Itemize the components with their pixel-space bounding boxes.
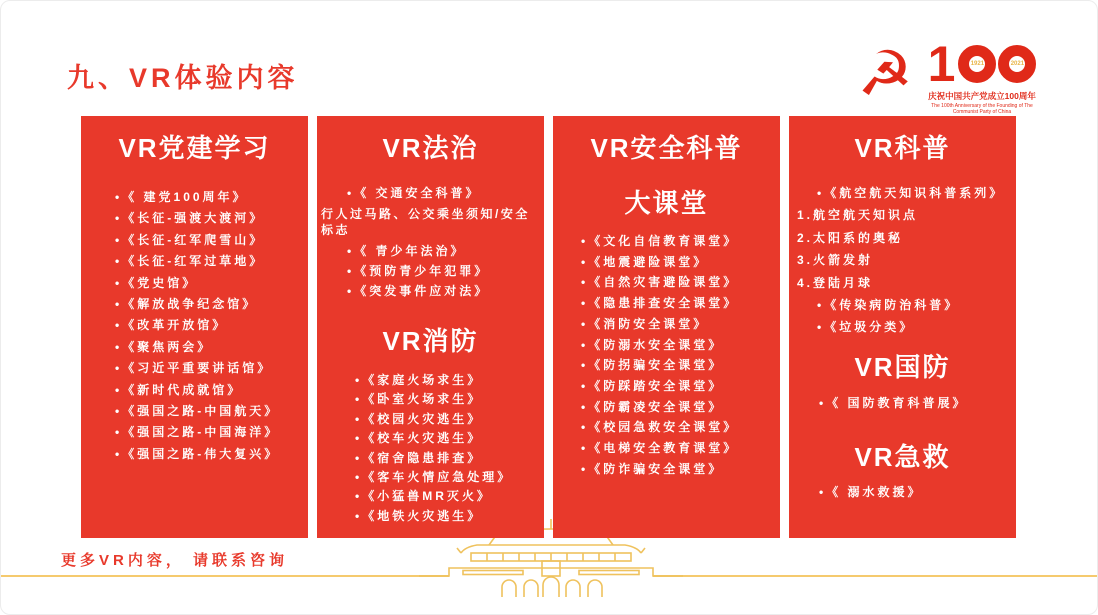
list-item xyxy=(317,429,544,448)
list-item xyxy=(553,459,780,480)
list-item xyxy=(81,315,308,336)
bullet-icon: • xyxy=(347,186,355,200)
list-item xyxy=(317,183,544,203)
bullet-icon: • xyxy=(347,264,355,278)
item-text: 《 国防教育科普展》 xyxy=(826,395,968,410)
item-text: 《强国之路-中国航天》 xyxy=(122,404,280,419)
bullet-icon: • xyxy=(355,431,363,446)
anniversary-100-digits xyxy=(927,36,1037,92)
item-text: 《 青少年法治》 xyxy=(354,244,466,258)
bullet-icon: • xyxy=(115,446,123,461)
list-item xyxy=(553,376,780,397)
list-item xyxy=(789,393,1016,413)
list-item xyxy=(81,208,308,229)
bullet-icon: • xyxy=(115,297,123,312)
list-item xyxy=(553,272,780,293)
list-item xyxy=(81,380,308,401)
gold-divider-right xyxy=(653,575,1097,577)
list-item xyxy=(317,449,544,468)
item-text: 《消防安全课堂》 xyxy=(588,316,709,331)
item-text: 《垃圾分类》 xyxy=(824,320,915,335)
item-text: 《新时代成就馆》 xyxy=(122,382,243,397)
item-text: 《防霸凌安全课堂》 xyxy=(588,399,724,414)
page-title: 九、VR体验内容 xyxy=(67,63,299,93)
item-text: 《强国之路-伟大复兴》 xyxy=(122,446,280,461)
list-item xyxy=(317,468,544,487)
party-emblem-icon: ☭ xyxy=(857,37,913,110)
item-text: 《防拐骗安全课堂》 xyxy=(588,358,724,373)
bullet-icon: • xyxy=(817,298,825,313)
list-item xyxy=(81,337,308,358)
panel-columns xyxy=(81,116,1016,538)
item-text: 《预防青少年犯罪》 xyxy=(354,264,490,278)
panel-subtitle: VR消防 xyxy=(382,326,479,356)
list-item xyxy=(317,390,544,409)
item-text: 2.太阳系的奥秘 xyxy=(797,230,904,245)
item-text: 《解放战争纪念馆》 xyxy=(122,297,258,312)
bullet-icon: • xyxy=(115,361,123,376)
list-item xyxy=(81,273,308,294)
panel-law xyxy=(317,116,544,538)
item-text: 《卧室火场求生》 xyxy=(362,392,483,407)
anniversary-100-mark xyxy=(923,36,1041,115)
item-list xyxy=(317,371,544,526)
footer-note: 更多VR内容， 请联系咨询 xyxy=(61,552,289,569)
bullet-icon: • xyxy=(817,320,825,335)
item-list xyxy=(317,183,544,301)
bullet-icon: • xyxy=(115,318,123,333)
bullet-icon: • xyxy=(115,211,123,226)
item-text: 《宿舍隐患排查》 xyxy=(362,450,483,465)
item-text: 《聚焦两会》 xyxy=(122,339,213,354)
item-list xyxy=(553,231,780,479)
panel-safety-classroom xyxy=(553,116,780,538)
bullet-icon: • xyxy=(115,382,123,397)
item-text: 《校园急救安全课堂》 xyxy=(588,420,739,435)
item-text: 《家庭火场求生》 xyxy=(362,373,483,387)
item-text: 《地震避险课堂》 xyxy=(588,254,709,269)
list-item xyxy=(789,249,1016,271)
item-text: 《党史馆》 xyxy=(122,275,198,290)
list-item xyxy=(81,358,308,379)
panel-title: VR法治 xyxy=(382,133,479,163)
item-text: 行人过马路、公交乘坐须知/安全标志 xyxy=(321,207,530,237)
bullet-icon: • xyxy=(817,186,825,200)
bullet-icon: • xyxy=(115,190,123,204)
panel-title: VR安全科普 xyxy=(590,133,743,163)
item-text: 1.航空航天知识点 xyxy=(797,208,919,223)
bullet-icon: • xyxy=(115,275,123,290)
bullet-icon: • xyxy=(819,484,827,499)
year-ring-2021: 2021 xyxy=(998,45,1036,83)
panel-subtitle: VR急救 xyxy=(854,441,951,472)
item-text: 《传染病防治科普》 xyxy=(824,298,960,313)
anniversary-logo xyxy=(857,36,1041,115)
list-item xyxy=(553,355,780,376)
item-text: 《长征-红军过草地》 xyxy=(122,254,265,269)
list-item xyxy=(317,410,544,429)
bullet-icon: • xyxy=(581,296,589,311)
item-text: 《小猛兽MR灭火》 xyxy=(362,489,492,504)
bullet-icon: • xyxy=(581,275,589,290)
item-list xyxy=(789,393,1016,413)
anniversary-caption-cn: 庆祝中国共产党成立100周年 xyxy=(928,91,1036,101)
bullet-icon: • xyxy=(355,489,363,504)
list-item xyxy=(317,261,544,281)
list-item xyxy=(81,444,308,465)
list-item xyxy=(553,438,780,459)
bullet-icon: • xyxy=(115,339,123,354)
item-list xyxy=(81,187,308,465)
item-text: 《客车火情应急处理》 xyxy=(362,470,513,485)
digit-one: 1 xyxy=(927,36,956,92)
bullet-icon: • xyxy=(581,420,589,435)
bullet-icon: • xyxy=(115,404,123,419)
item-text: 《航空航天知识科普系列》 xyxy=(824,186,1005,200)
list-item xyxy=(317,241,544,261)
item-text: 《防踩踏安全课堂》 xyxy=(588,378,724,393)
bullet-icon: • xyxy=(355,373,363,387)
bullet-icon: • xyxy=(355,508,363,523)
list-item xyxy=(81,230,308,251)
list-item xyxy=(81,294,308,315)
item-list xyxy=(789,182,1016,339)
list-item xyxy=(81,401,308,422)
item-text: 《校园火灾逃生》 xyxy=(362,411,483,426)
bullet-icon: • xyxy=(581,399,589,414)
item-text: 《电梯安全教育课堂》 xyxy=(588,441,739,456)
list-item xyxy=(553,293,780,314)
list-item xyxy=(553,397,780,418)
item-text: 《校车火灾逃生》 xyxy=(362,431,483,446)
list-item xyxy=(81,187,308,208)
bullet-icon: • xyxy=(355,392,363,407)
item-text: 《 溺水救援》 xyxy=(826,484,923,499)
bullet-icon: • xyxy=(581,441,589,456)
item-text: 《改革开放馆》 xyxy=(122,318,228,333)
list-item xyxy=(81,422,308,443)
list-item xyxy=(317,371,544,390)
panel-title-line2: 大课堂 xyxy=(624,188,709,218)
list-item xyxy=(789,272,1016,294)
list-item xyxy=(789,316,1016,338)
item-text: 《 建党100周年》 xyxy=(122,190,248,204)
bullet-icon: • xyxy=(115,232,123,247)
bullet-icon: • xyxy=(115,254,123,269)
list-item xyxy=(789,227,1016,249)
bullet-icon: • xyxy=(355,450,363,465)
panel-title: VR党建学习 xyxy=(118,133,271,163)
bullet-icon: • xyxy=(581,461,589,476)
list-item xyxy=(553,252,780,273)
bullet-icon: • xyxy=(581,337,589,352)
list-item xyxy=(789,204,1016,226)
panel-science xyxy=(789,116,1016,538)
bullet-icon: • xyxy=(581,358,589,373)
list-item xyxy=(317,203,544,241)
bullet-icon: • xyxy=(581,234,589,248)
list-item xyxy=(317,487,544,506)
gold-divider-left xyxy=(1,575,449,577)
item-text: 《 交通安全科普》 xyxy=(354,186,481,200)
bullet-icon: • xyxy=(581,316,589,331)
item-text: 《强国之路-中国海洋》 xyxy=(122,425,280,440)
item-text: 《长征-红军爬雪山》 xyxy=(122,232,265,247)
list-item xyxy=(553,417,780,438)
list-item xyxy=(553,314,780,335)
anniversary-caption-en: The 100th Anniversary of the Founding of The Communist Party of China xyxy=(931,103,1033,115)
item-text: 《习近平重要讲话馆》 xyxy=(122,361,273,376)
list-item xyxy=(553,335,780,356)
bullet-icon: • xyxy=(355,411,363,426)
bullet-icon: • xyxy=(819,395,827,410)
panel-subtitle: VR国防 xyxy=(854,351,951,382)
year-ring-1921: 1921 xyxy=(958,45,996,83)
list-item xyxy=(81,251,308,272)
panel-party-building xyxy=(81,116,308,538)
item-list xyxy=(789,482,1016,502)
list-item xyxy=(553,231,780,252)
list-item xyxy=(789,182,1016,204)
list-item xyxy=(789,482,1016,502)
item-text: 《长征-强渡大渡河》 xyxy=(122,211,265,226)
item-text: 《文化自信教育课堂》 xyxy=(588,234,739,248)
item-text: 4.登陆月球 xyxy=(797,275,874,290)
item-text: 《防溺水安全课堂》 xyxy=(588,337,724,352)
bullet-icon: • xyxy=(115,425,123,440)
bullet-icon: • xyxy=(355,470,363,485)
bullet-icon: • xyxy=(581,378,589,393)
item-text: 《隐患排查安全课堂》 xyxy=(588,296,739,311)
item-text: 《自然灾害避险课堂》 xyxy=(588,275,739,290)
bullet-icon: • xyxy=(581,254,589,269)
list-item xyxy=(789,294,1016,316)
panel-title: VR科普 xyxy=(854,133,951,163)
bullet-icon: • xyxy=(347,244,355,258)
list-item xyxy=(317,507,544,526)
item-text: 3.火箭发射 xyxy=(797,253,874,268)
bullet-icon: • xyxy=(347,284,355,298)
list-item xyxy=(317,281,544,301)
item-text: 《突发事件应对法》 xyxy=(354,284,490,298)
item-text: 《地铁火灾逃生》 xyxy=(362,508,483,523)
item-text: 《防诈骗安全课堂》 xyxy=(588,461,724,476)
